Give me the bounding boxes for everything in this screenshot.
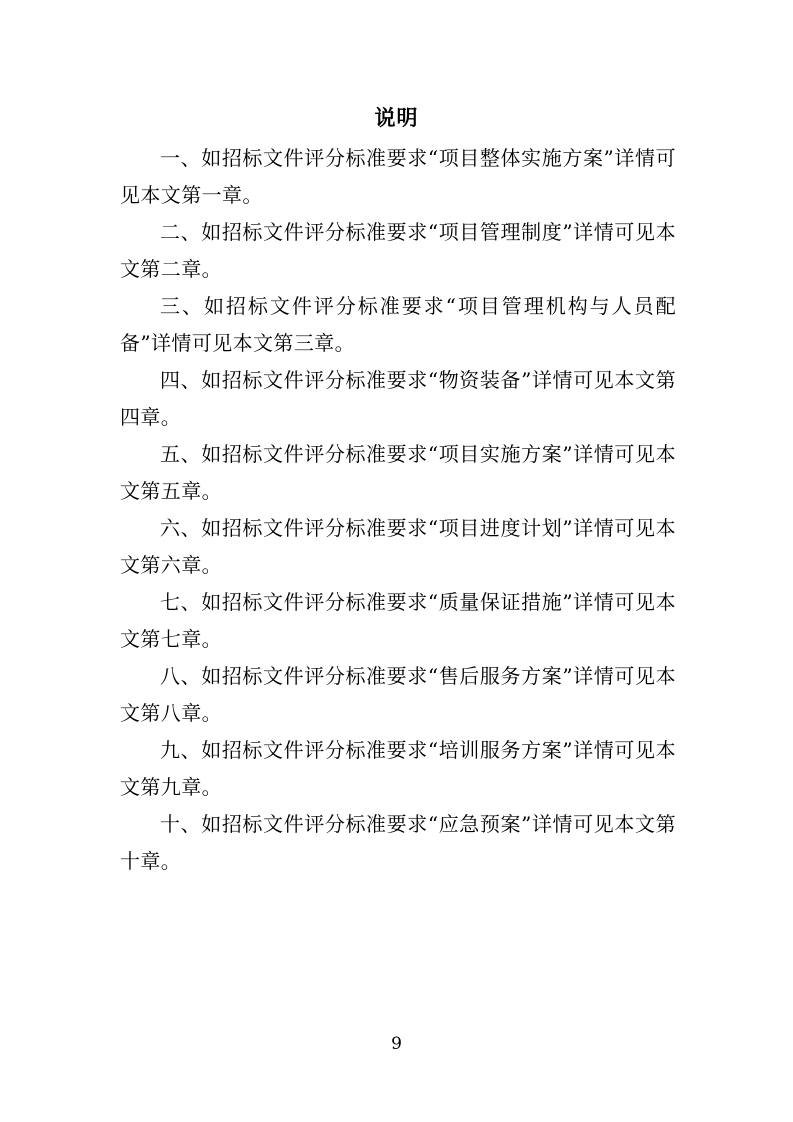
- paragraph-3: 三、如招标文件评分标准要求“项目管理机构与人员配备”详情可见本文第三章。: [120, 294, 676, 355]
- paragraph-1: 一、如招标文件评分标准要求“项目整体实施方案”详情可见本文第一章。: [120, 146, 676, 207]
- paragraph-5: 五、如招标文件评分标准要求“项目实施方案”详情可见本文第五章。: [120, 442, 676, 503]
- paragraph-2: 二、如招标文件评分标准要求“项目管理制度”详情可见本文第二章。: [120, 220, 676, 281]
- paragraph-6: 六、如招标文件评分标准要求“项目进度计划”详情可见本文第六章。: [120, 516, 676, 577]
- paragraph-8: 八、如招标文件评分标准要求“售后服务方案”详情可见本文第八章。: [120, 664, 676, 725]
- paragraph-9: 九、如招标文件评分标准要求“培训服务方案”详情可见本文第九章。: [120, 738, 676, 799]
- page-number: 9: [391, 1034, 402, 1054]
- body-text: [120, 140, 676, 880]
- paragraph-4: 四、如招标文件评分标准要求“物资装备”详情可见本文第四章。: [120, 368, 676, 429]
- paragraph-10: 十、如招标文件评分标准要求“应急预案”详情可见本文第十章。: [120, 812, 676, 873]
- paragraph-7: 七、如招标文件评分标准要求“质量保证措施”详情可见本文第七章。: [120, 590, 676, 651]
- page-title: 说明: [374, 105, 419, 130]
